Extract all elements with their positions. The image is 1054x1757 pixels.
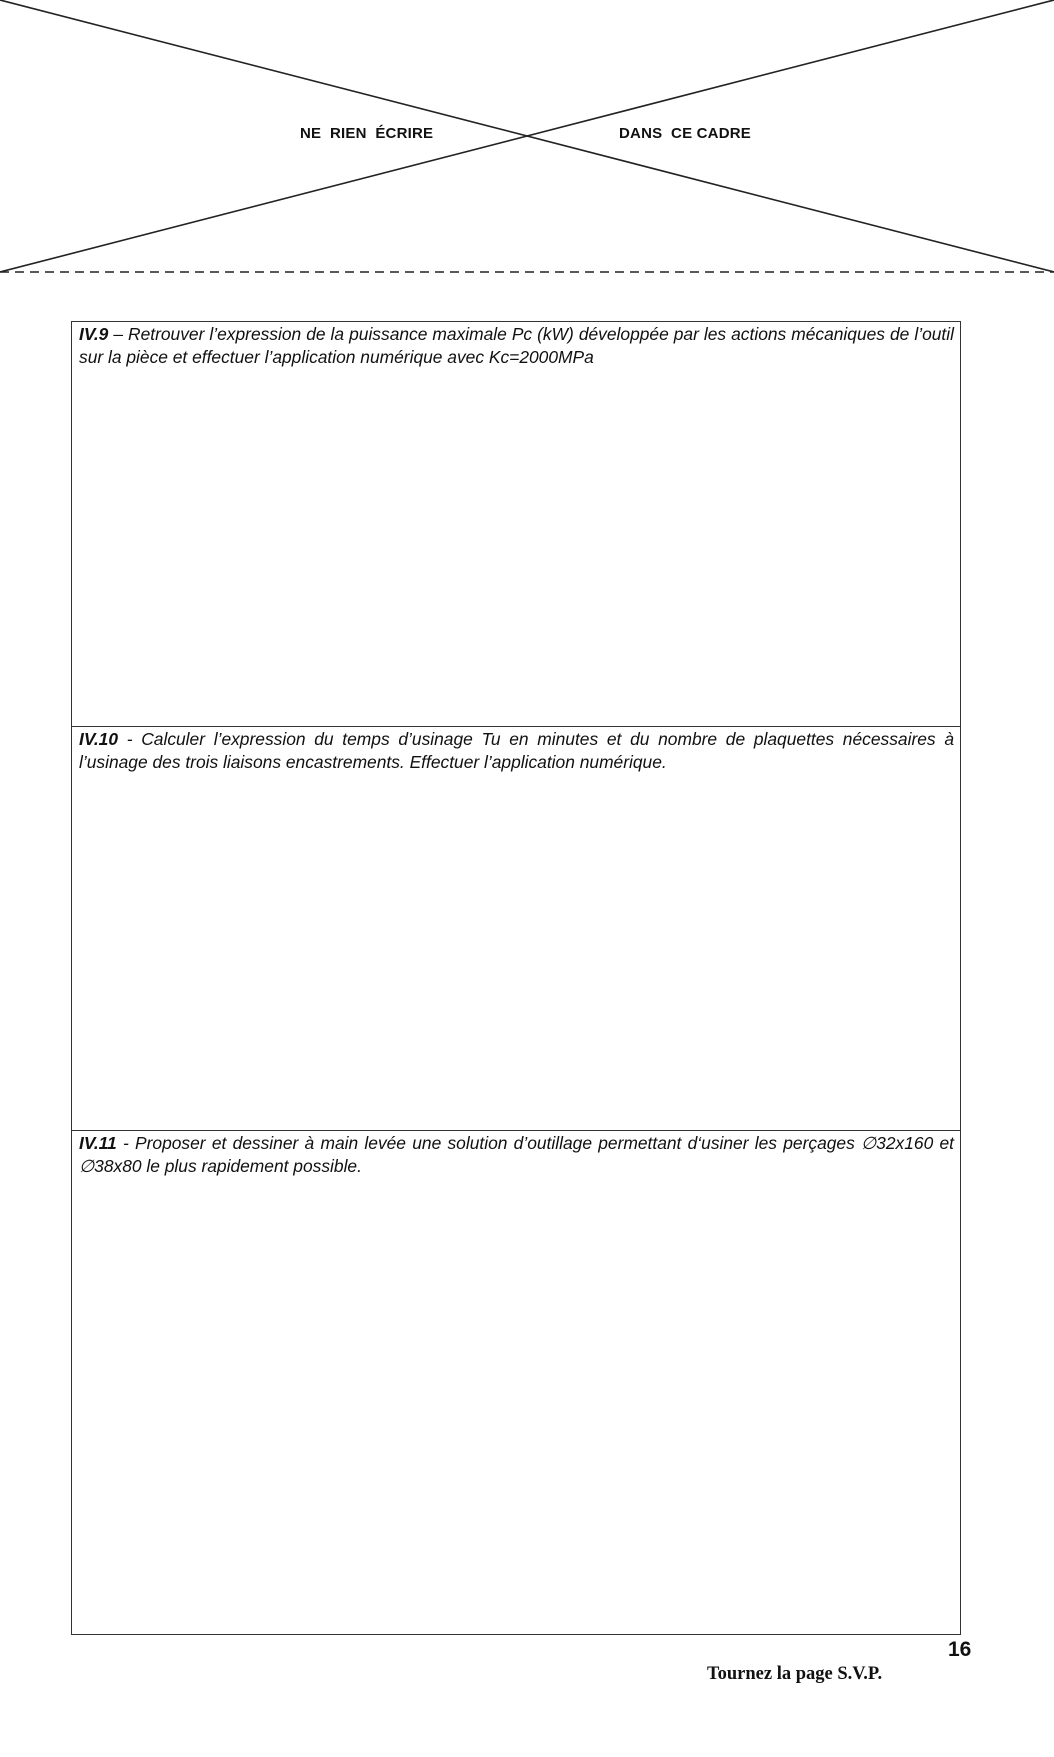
answer-box-iv9[interactable] (72, 322, 960, 726)
question-text: - Proposer et dessiner à main levée une solution d’outillage permettant d‘usiner les perçages ∅32x160 et ∅38x80 le plus rapidement possible. (79, 1133, 954, 1176)
answer-box-iv11[interactable] (72, 1130, 960, 1636)
question-iv9 (79, 323, 954, 369)
question-text: - Calculer l’expression du temps d’usinage Tu en minutes et du nombre de plaquettes nécessaires à l’usinage des trois liaisons encastrements. Effectuer l’application numérique. (79, 729, 954, 772)
question-number: IV.10 (79, 729, 119, 749)
turn-page-note: Tournez la page S.V.P. (707, 1664, 883, 1684)
question-text: – Retrouver l’expression de la puissance maximale Pc (kW) développée par les actions mécaniques de l’outil sur la pièce et effectuer l’application numérique avec Kc=2000MPa (79, 324, 954, 367)
question-iv10 (79, 728, 954, 774)
do-not-write-cross (0, 0, 1054, 280)
header-right-text: DANS CE CADRE (619, 125, 751, 142)
question-number: IV.11 (79, 1133, 117, 1153)
question-iv11 (79, 1132, 954, 1178)
page-number: 16 (948, 1638, 972, 1661)
answer-frame (71, 321, 961, 1635)
answer-box-iv10[interactable] (72, 726, 960, 1130)
header-left-text: NE RIEN ÉCRIRE (300, 125, 434, 142)
question-number: IV.9 (79, 324, 109, 344)
